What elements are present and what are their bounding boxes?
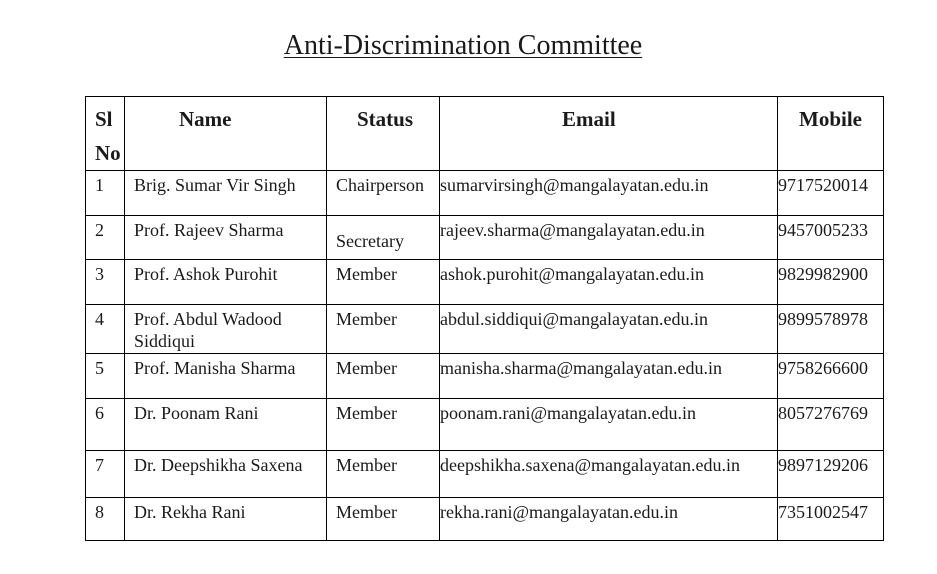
cell-email: sumarvirsingh@mangalayatan.edu.in — [440, 171, 778, 216]
cell-mobile: 9457005233 — [778, 216, 884, 260]
cell-mobile: 9829982900 — [778, 260, 884, 305]
cell-sl-no: 1 — [86, 171, 125, 216]
cell-status: Member — [327, 260, 440, 305]
cell-email: deepshikha.saxena@mangalayatan.edu.in — [440, 451, 778, 498]
cell-sl-no: 6 — [86, 399, 125, 451]
column-header-sl-no — [86, 97, 125, 171]
cell-email: manisha.sharma@mangalayatan.edu.in — [440, 354, 778, 399]
cell-name: Brig. Sumar Vir Singh — [125, 171, 327, 216]
column-header-mobile: Mobile — [778, 97, 884, 171]
cell-email: poonam.rani@mangalayatan.edu.in — [440, 399, 778, 451]
committee-table — [85, 96, 884, 541]
cell-status: Member — [327, 399, 440, 451]
table-row — [86, 399, 884, 451]
cell-sl-no: 2 — [86, 216, 125, 260]
column-header-email: Email — [440, 97, 778, 171]
cell-email: rekha.rani@mangalayatan.edu.in — [440, 498, 778, 541]
cell-status: Member — [327, 451, 440, 498]
column-header-sl-line2: No — [95, 141, 121, 165]
cell-mobile: 9758266600 — [778, 354, 884, 399]
cell-status: Member — [327, 354, 440, 399]
table-row — [86, 451, 884, 498]
cell-sl-no: 8 — [86, 498, 125, 541]
column-header-status: Status — [327, 97, 440, 171]
table-row — [86, 305, 884, 354]
column-header-sl-line1: Sl — [95, 107, 113, 131]
table-header-row — [86, 97, 884, 171]
cell-name: Dr. Deepshikha Saxena — [125, 451, 327, 498]
cell-name: Prof. Rajeev Sharma — [125, 216, 327, 260]
cell-mobile: 9899578978 — [778, 305, 884, 354]
table-row — [86, 498, 884, 541]
cell-name: Dr. Rekha Rani — [125, 498, 327, 541]
cell-name: Dr. Poonam Rani — [125, 399, 327, 451]
cell-status: Member — [327, 498, 440, 541]
cell-sl-no: 3 — [86, 260, 125, 305]
cell-name: Prof. Manisha Sharma — [125, 354, 327, 399]
table-row — [86, 171, 884, 216]
table-row — [86, 354, 884, 399]
cell-status: Member — [327, 305, 440, 354]
cell-status — [327, 216, 440, 260]
column-header-name: Name — [125, 97, 327, 171]
cell-mobile: 7351002547 — [778, 498, 884, 541]
cell-sl-no: 4 — [86, 305, 125, 354]
page-title: Anti-Discrimination Committee — [283, 30, 643, 61]
cell-name: Prof. Ashok Purohit — [125, 260, 327, 305]
cell-mobile: 9717520014 — [778, 171, 884, 216]
cell-sl-no: 7 — [86, 451, 125, 498]
cell-email: abdul.siddiqui@mangalayatan.edu.in — [440, 305, 778, 354]
cell-status: Chairperson — [327, 171, 440, 216]
cell-mobile: 8057276769 — [778, 399, 884, 451]
cell-email: ashok.purohit@mangalayatan.edu.in — [440, 260, 778, 305]
cell-sl-no: 5 — [86, 354, 125, 399]
cell-email: rajeev.sharma@mangalayatan.edu.in — [440, 216, 778, 260]
table-row — [86, 216, 884, 260]
cell-name: Prof. Abdul Wadood Siddiqui — [125, 305, 327, 354]
table-row — [86, 260, 884, 305]
cell-status-text: Secretary — [336, 231, 404, 251]
cell-mobile: 9897129206 — [778, 451, 884, 498]
